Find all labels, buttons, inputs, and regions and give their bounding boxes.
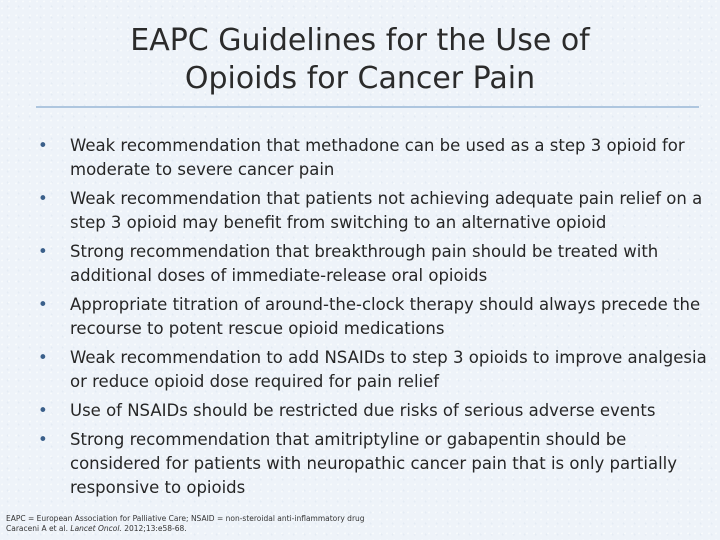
bullet-dot-icon: • [38, 136, 48, 155]
reference-citation [6, 524, 365, 534]
bullet-text: Appropriate titration of around-the-clock therapy should always precede the recourse to potent rescue opioid medications [70, 295, 701, 338]
bullet-item [38, 134, 708, 182]
slide-footer [6, 514, 365, 534]
reference-volume: 2012;13:e58-68. [124, 524, 187, 533]
bullet-item [38, 240, 708, 288]
bullet-text: Weak recommendation to add NSAIDs to step 3 opioids to improve analgesia or reduce opioid dose required for pain relief [70, 348, 707, 391]
bullet-item [38, 187, 708, 235]
bullet-dot-icon: • [38, 295, 48, 314]
bullet-text: Weak recommendation that methadone can be used as a step 3 opioid for moderate to severe cancer pain [70, 136, 685, 179]
bullet-text: Strong recommendation that amitriptyline or gabapentin should be considered for patients with neuropathic cancer pain that is only partially responsive to opioids [70, 430, 678, 497]
bullet-item [38, 293, 708, 341]
title-line-2: Opioids for Cancer Pain [184, 61, 536, 96]
title-divider [36, 106, 699, 108]
bullet-item [38, 428, 708, 500]
reference-journal: Lancet Oncol. [70, 524, 122, 533]
bullet-dot-icon: • [38, 401, 48, 420]
bullet-item [38, 399, 708, 423]
bullet-dot-icon: • [38, 189, 48, 208]
title-line-1: EAPC Guidelines for the Use of [130, 23, 590, 58]
bullet-dot-icon: • [38, 430, 48, 449]
abbreviations-note: EAPC = European Association for Palliative Care; NSAID = non-steroidal anti-inflammatory drug [6, 514, 365, 523]
bullet-text: Use of NSAIDs should be restricted due risks of serious adverse events [70, 401, 656, 420]
bullet-dot-icon: • [38, 242, 48, 261]
bullet-list [38, 134, 708, 505]
bullet-text: Strong recommendation that breakthrough pain should be treated with additional doses of immediate-release oral opioids [70, 242, 659, 285]
bullet-dot-icon: • [38, 348, 48, 367]
bullet-item [38, 346, 708, 394]
bullet-text: Weak recommendation that patients not achieving adequate pain relief on a step 3 opioid may benefit from switching to an alternative opioid [70, 189, 703, 232]
slide-title [0, 22, 720, 98]
reference-authors: Caraceni A et al. [6, 524, 68, 533]
